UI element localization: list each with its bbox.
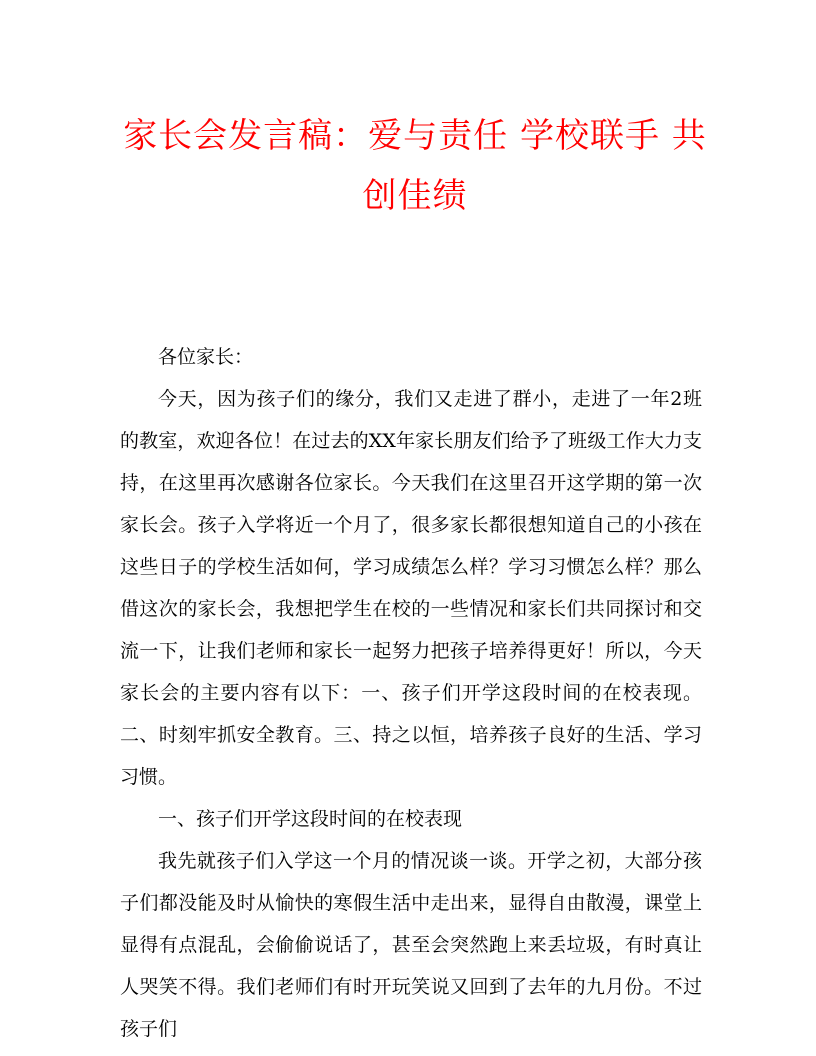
document-body [120,336,702,1050]
salutation: 各位家长： [158,346,254,368]
paragraph-section-one: 我先就孩子们入学这一个月的情况谈一谈。开学之初，大部分孩子们都没能及时从愉快的寒假生活中走出来，显得自由散漫，课堂上显得有点混乱，会偷偷说话了，甚至会突然跑上来丢垃圾，有时真让人哭笑不得。我们老师们有时开玩笑说又回到了去年的九月份。不过孩子们 [120,850,702,1040]
paragraph-intro: 今天，因为孩子们的缘分，我们又走进了群小，走进了一年2班的教室，欢迎各位！在过去的XX年家长朋友们给予了班级工作大力支持，在这里再次感谢各位家长。今天我们在这里召开这学期的第一次家长会。孩子入学将近一个月了，很多家长都很想知道自己的小孩在这些日子的学校生活如何，学习成绩怎么样？学习习惯怎么样？那么借这次的家长会，我想把学生在校的一些情况和家长们共同探讨和交流一下，让我们老师和家长一起努力把孩子培养得更好！所以，今天家长会的主要内容有以下：一、孩子们开学这段时间的在校表现。二、时刻牢抓安全教育。三、持之以恒，培养孩子良好的生活、学习习惯。 [120,388,702,788]
section-heading: 一、孩子们开学这段时间的在校表现 [158,808,463,830]
document-title: 家长会发言稿：爱与责任 学校联手 共创佳绩 [123,116,707,216]
